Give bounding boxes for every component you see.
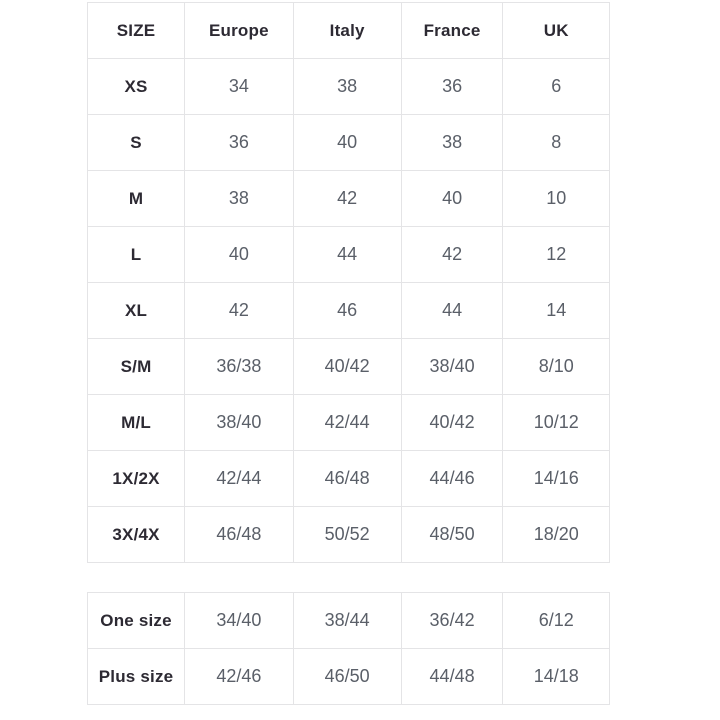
size-conversion-table	[87, 2, 610, 563]
table-row-3x-4x	[88, 507, 610, 563]
size-value-france: 36/42	[401, 593, 503, 649]
table-row-plus-size	[88, 649, 610, 705]
size-value-italy: 44	[293, 227, 401, 283]
table-row-s	[88, 115, 610, 171]
size-value-uk: 12	[503, 227, 610, 283]
size-value-europe: 34/40	[185, 593, 294, 649]
size-value-europe: 38	[185, 171, 294, 227]
size-value-italy: 40	[293, 115, 401, 171]
size-label: XL	[88, 283, 185, 339]
table-row-m-l	[88, 395, 610, 451]
column-header-size: SIZE	[88, 3, 185, 59]
size-value-france: 38	[401, 115, 503, 171]
column-header-france: France	[401, 3, 503, 59]
size-label: 1X/2X	[88, 451, 185, 507]
size-value-europe: 42/46	[185, 649, 294, 705]
size-value-italy: 38/44	[293, 593, 401, 649]
size-value-uk: 10/12	[503, 395, 610, 451]
size-label: 3X/4X	[88, 507, 185, 563]
size-value-france: 40	[401, 171, 503, 227]
size-value-italy: 40/42	[293, 339, 401, 395]
special-sizes-table	[87, 592, 610, 705]
table-row-xs	[88, 59, 610, 115]
size-value-europe: 36/38	[185, 339, 294, 395]
size-value-uk: 14/18	[503, 649, 610, 705]
size-label: S	[88, 115, 185, 171]
size-value-france: 42	[401, 227, 503, 283]
column-header-italy: Italy	[293, 3, 401, 59]
table-row-1x-2x	[88, 451, 610, 507]
table-row-s-m	[88, 339, 610, 395]
size-value-france: 44/46	[401, 451, 503, 507]
size-value-europe: 46/48	[185, 507, 294, 563]
size-value-europe: 34	[185, 59, 294, 115]
size-value-italy: 38	[293, 59, 401, 115]
size-value-france: 38/40	[401, 339, 503, 395]
size-value-italy: 50/52	[293, 507, 401, 563]
size-value-europe: 42	[185, 283, 294, 339]
table-row-m	[88, 171, 610, 227]
size-value-france: 36	[401, 59, 503, 115]
size-value-italy: 46/50	[293, 649, 401, 705]
size-value-uk: 8/10	[503, 339, 610, 395]
size-value-europe: 42/44	[185, 451, 294, 507]
size-label: L	[88, 227, 185, 283]
table-row-one-size	[88, 593, 610, 649]
size-value-uk: 14/16	[503, 451, 610, 507]
header-row	[88, 3, 610, 59]
size-value-italy: 46/48	[293, 451, 401, 507]
size-label: Plus size	[88, 649, 185, 705]
size-value-uk: 14	[503, 283, 610, 339]
size-value-uk: 10	[503, 171, 610, 227]
table-row-l	[88, 227, 610, 283]
size-value-france: 40/42	[401, 395, 503, 451]
size-value-uk: 6	[503, 59, 610, 115]
size-value-france: 48/50	[401, 507, 503, 563]
size-value-uk: 6/12	[503, 593, 610, 649]
size-label: XS	[88, 59, 185, 115]
size-value-italy: 42	[293, 171, 401, 227]
table-row-xl	[88, 283, 610, 339]
size-value-europe: 36	[185, 115, 294, 171]
size-value-italy: 42/44	[293, 395, 401, 451]
size-label: S/M	[88, 339, 185, 395]
size-label: M	[88, 171, 185, 227]
size-value-france: 44	[401, 283, 503, 339]
size-label: M/L	[88, 395, 185, 451]
size-value-france: 44/48	[401, 649, 503, 705]
size-value-uk: 8	[503, 115, 610, 171]
size-value-italy: 46	[293, 283, 401, 339]
size-value-europe: 38/40	[185, 395, 294, 451]
size-value-uk: 18/20	[503, 507, 610, 563]
size-value-europe: 40	[185, 227, 294, 283]
size-chart	[87, 2, 610, 705]
size-label: One size	[88, 593, 185, 649]
column-header-europe: Europe	[185, 3, 294, 59]
column-header-uk: UK	[503, 3, 610, 59]
